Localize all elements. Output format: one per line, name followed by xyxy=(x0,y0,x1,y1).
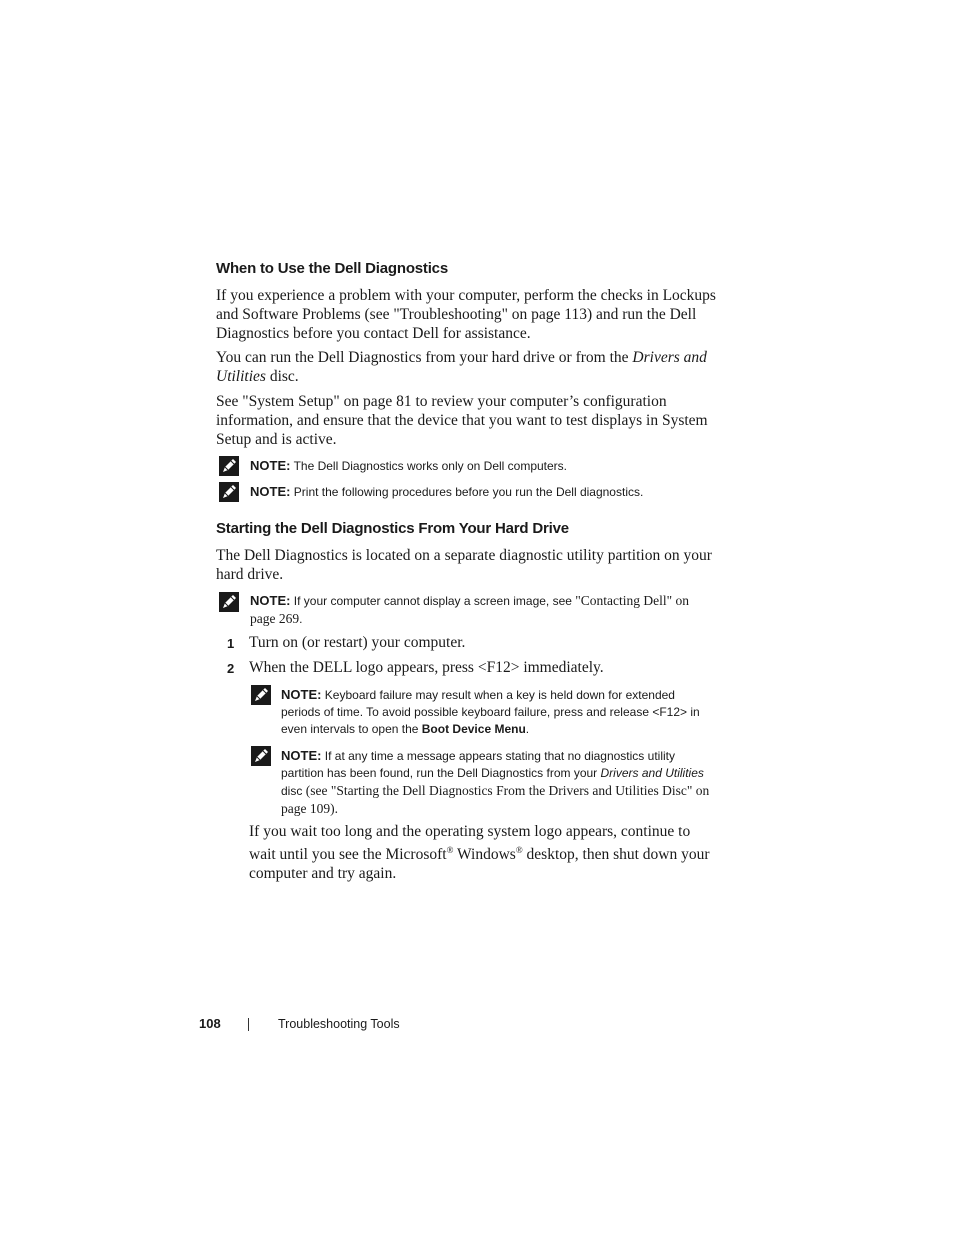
cross-reference-link[interactable]: (see "Starting the Dell Diagnostics From the Drivers and Utilities Disc" on page 109). xyxy=(281,783,710,816)
note-label: NOTE: xyxy=(250,484,291,499)
note-text: Keyboard failure may result when a key is held down for extended periods of time. To avoid possible keyboard failure, press and release <F12> in even intervals to open the xyxy=(281,688,700,736)
text: desktop, then shut down your computer and try again. xyxy=(249,846,710,883)
note-text: Print the following procedures before you run the Dell diagnostics. xyxy=(290,485,644,499)
note-pencil-icon xyxy=(251,685,271,705)
paragraph xyxy=(249,822,715,883)
note-label: NOTE: xyxy=(281,687,322,702)
disc-name: Drivers and Utilities xyxy=(600,766,704,780)
step-text: Turn on (or restart) your computer. xyxy=(249,634,466,651)
section-heading-starting-from-hard-drive: Starting the Dell Diagnostics From Your Hard Drive xyxy=(216,520,569,537)
step-text: When the DELL logo appears, press <F12> immediately. xyxy=(249,659,604,676)
note xyxy=(281,747,717,818)
note xyxy=(250,592,716,628)
text: If you wait too long and the operating system logo appears, continue to wait until you see the Microsoft xyxy=(249,823,691,864)
disc-name: Drivers and Utilities xyxy=(216,349,707,385)
note-pencil-icon xyxy=(219,482,239,502)
step-number: 1 xyxy=(227,636,235,651)
note-text: If your computer cannot display a screen image, see xyxy=(290,594,576,608)
note-text: The Dell Diagnostics works only on Dell computers. xyxy=(290,459,568,473)
footer-separator xyxy=(248,1018,249,1031)
note-pencil-icon xyxy=(219,456,239,476)
note-pencil-icon xyxy=(219,592,239,612)
note xyxy=(281,686,717,738)
paragraph: The Dell Diagnostics is located on a separate diagnostic utility partition on your hard drive. xyxy=(216,547,712,583)
cross-reference-link[interactable]: "Contacting Dell" on page 269 xyxy=(250,593,690,626)
note-label: NOTE: xyxy=(281,748,322,763)
paragraph: See "System Setup" on page 81 to review your computer’s configuration information, and ensure that the device that you want to test displays in System Setup and is active. xyxy=(216,393,708,448)
note-label: NOTE: xyxy=(250,593,291,608)
chapter-title: Troubleshooting Tools xyxy=(278,1017,400,1031)
note-pencil-icon xyxy=(251,746,271,766)
registered-mark: ® xyxy=(446,845,454,855)
step-number: 2 xyxy=(227,661,235,676)
page-number: 108 xyxy=(199,1016,221,1031)
note xyxy=(250,483,720,501)
note-label: NOTE: xyxy=(250,458,291,473)
note-text: If at any time a message appears stating that no diagnostics utility partition has been found, run the Dell Diagnostics from your xyxy=(281,749,675,780)
note xyxy=(250,457,720,475)
paragraph: If you experience a problem with your computer, perform the checks in Lockups and Software Problems (see "Troubleshooting" on page 113) and run the Dell Diagnostics before you contact Dell for assistance. xyxy=(216,287,716,342)
note-text: . xyxy=(299,612,303,626)
text: disc. xyxy=(265,368,299,385)
paragraph xyxy=(216,348,716,386)
section-heading-when-to-use: When to Use the Dell Diagnostics xyxy=(216,260,448,277)
menu-name: Boot Device Menu xyxy=(421,722,526,736)
note-text: . xyxy=(525,722,530,736)
registered-mark: ® xyxy=(515,845,523,855)
text: You can run the Dell Diagnostics from your hard drive or from the xyxy=(216,349,633,366)
note-text: disc xyxy=(281,784,303,798)
text: Windows xyxy=(453,846,516,864)
